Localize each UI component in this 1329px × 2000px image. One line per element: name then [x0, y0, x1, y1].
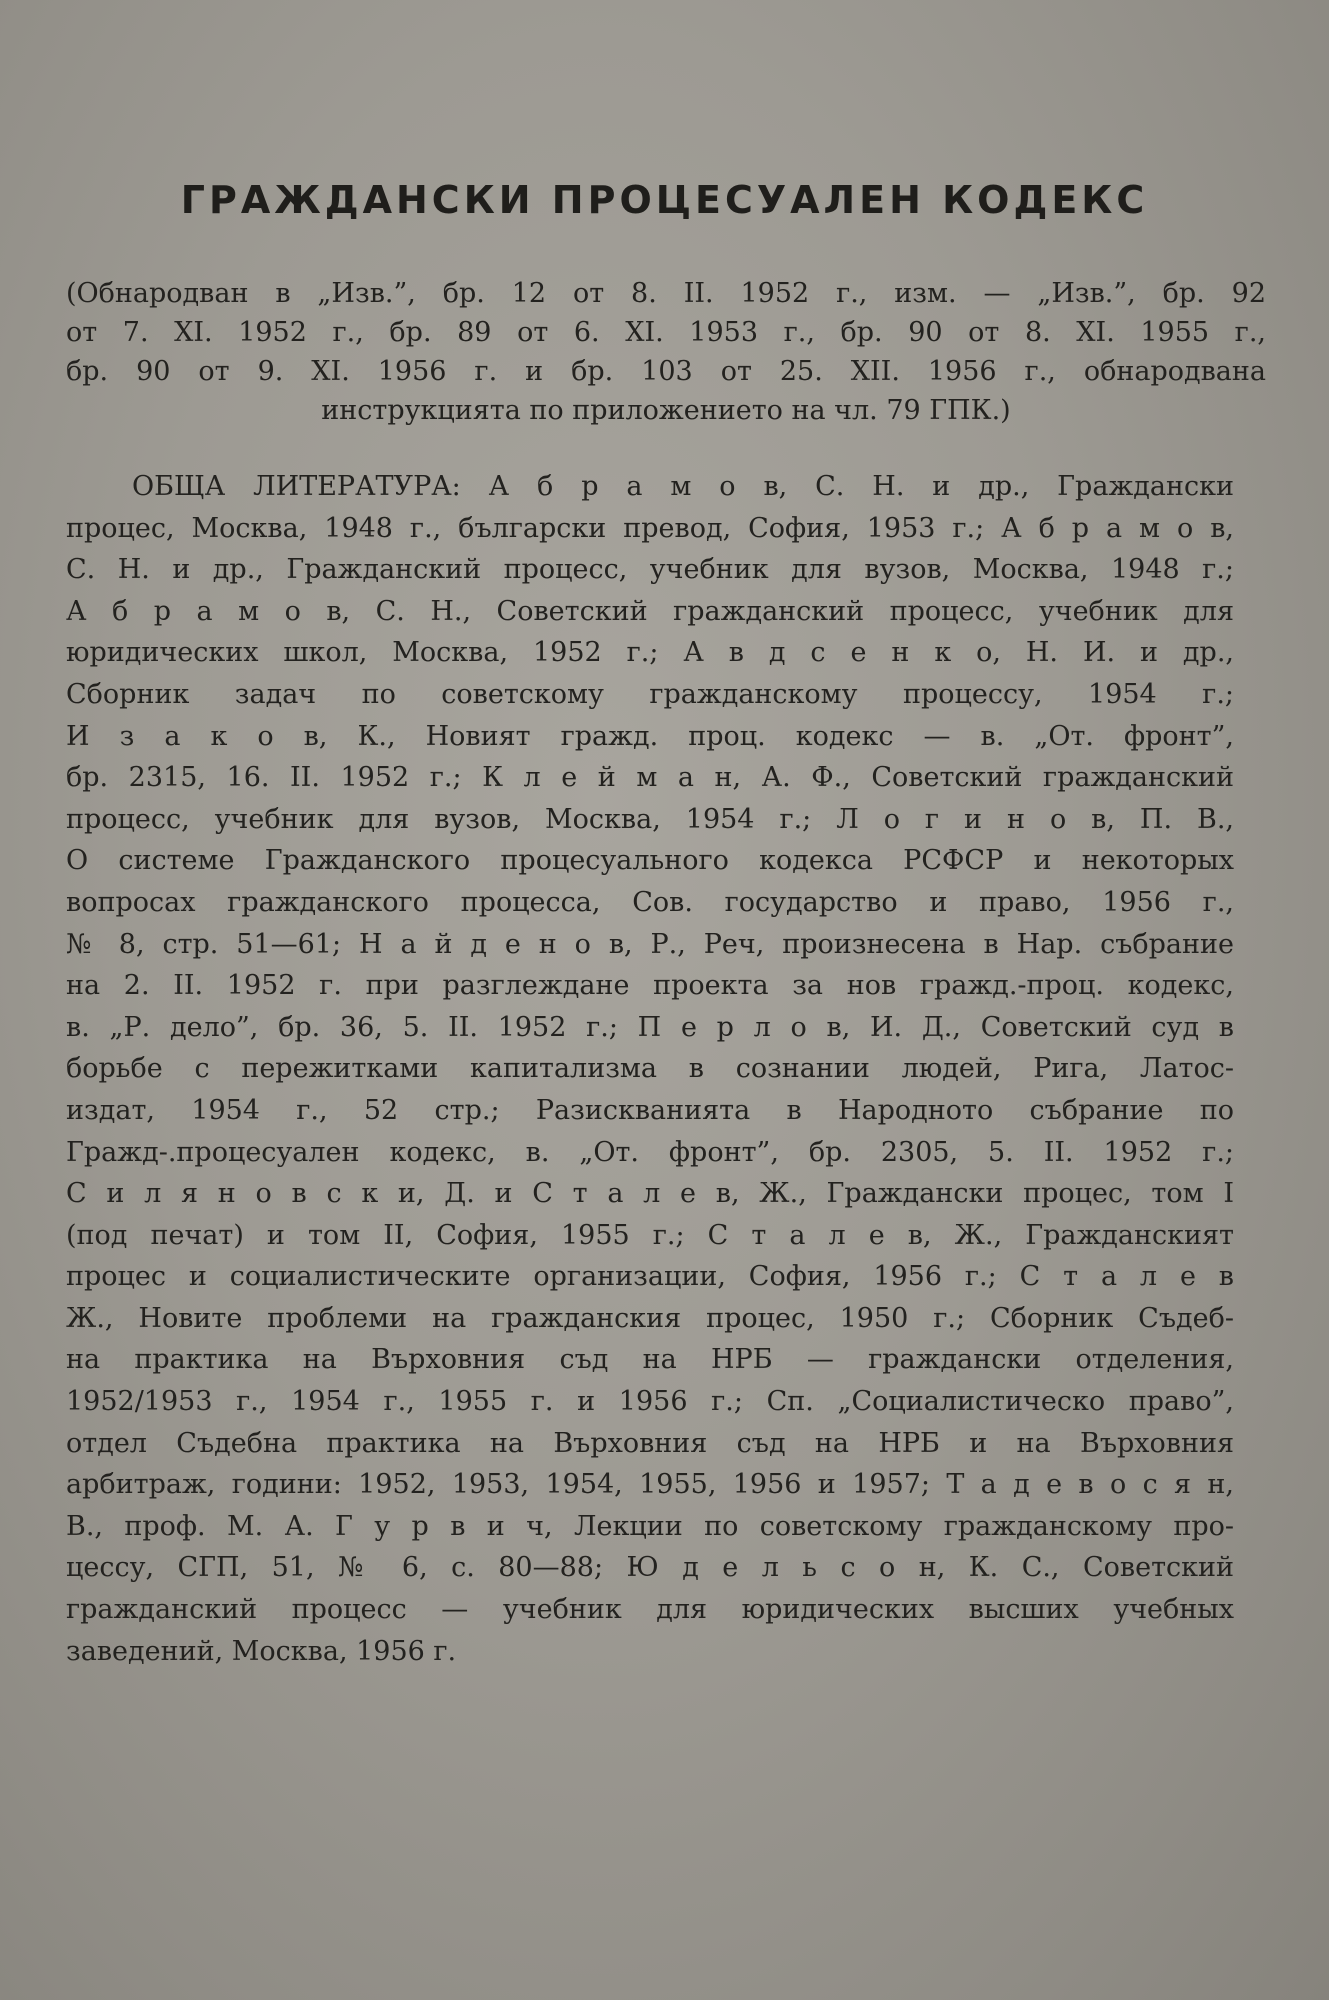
literature-line: отдел Съдебна практика на Върховния съд на НРБ и на Върховния [66, 1427, 1234, 1459]
publication-note [66, 274, 1266, 430]
literature-line: бр. 2315, 16. II. 1952 г.; К л е й м а н, А. Ф., Советский гражданский [66, 762, 1234, 794]
literature-line: И з а к о в, К., Новият гражд. проц. кодекс — в. „От. фронт”, [66, 720, 1234, 752]
literature-line: процесс, учебник для вузов, Москва, 1954 г.; Л о г и н о в, П. В., [66, 803, 1234, 835]
literature-line: Гражд-.процесуален кодекс, в. „От. фронт”, бр. 2305, 5. II. 1952 г.; [66, 1136, 1234, 1168]
literature-line: процес, Москва, 1948 г., български превод, София, 1953 г.; А б р а м о в, [66, 512, 1234, 544]
literature-line: № 8, стр. 51—61; Н а й д е н о в, Р., Реч, произнесена в Нар. събрание [66, 928, 1234, 960]
literature-line: на практика на Върховния съд на НРБ — граждански отделения, [66, 1344, 1234, 1376]
literature-line: ОБЩА ЛИТЕРАТУРА: А б р а м о в, С. Н. и др., Граждански [132, 471, 1234, 502]
literature-line: издат, 1954 г., 52 стр.; Разискванията в Народното събрание по [66, 1094, 1234, 1126]
publication-line: (Обнародван в „Изв.”, бр. 12 от 8. II. 1952 г., изм. — „Изв.”, бр. 92 [66, 278, 1266, 309]
literature-line: заведений, Москва, 1956 г. [66, 1635, 457, 1667]
literature-line: цессу, СГП, 51, № 6, с. 80—88; Ю д е л ь с о н, К. С., Советский [66, 1552, 1234, 1584]
general-literature [66, 466, 1234, 1672]
literature-line: вопросах гражданского процесса, Сов. государство и право, 1956 г., [66, 886, 1234, 918]
literature-line: процес и социалистическите организации, София, 1956 г.; С т а л е в [66, 1261, 1234, 1293]
publication-line: бр. 90 от 9. XI. 1956 г. и бр. 103 от 25. XII. 1956 г., обнародвана [66, 356, 1266, 387]
publication-line: от 7. XI. 1952 г., бр. 89 от 6. XI. 1953 г., бр. 90 от 8. XI. 1955 г., [66, 317, 1266, 348]
literature-line: на 2. II. 1952 г. при разглеждане проекта за нов гражд.-проц. кодекс, [66, 970, 1234, 1002]
literature-line: Ж., Новите проблеми на гражданския процес, 1950 г.; Сборник Съдеб- [66, 1302, 1234, 1334]
literature-line: С и л я н о в с к и, Д. и С т а л е в, Ж., Граждански процес, том I [66, 1178, 1234, 1210]
literature-line: в. „Р. дело”, бр. 36, 5. II. 1952 г.; П е р л о в, И. Д., Советский суд в [66, 1011, 1234, 1043]
literature-line: борьбе с пережитками капитализма в сознании людей, Рига, Латос- [66, 1053, 1234, 1085]
document-title: ГРАЖДАНСКИ ПРОЦЕСУАЛЕН КОДЕКС [180, 178, 1149, 222]
literature-line: О системе Гражданского процесуального кодекса РСФСР и некоторых [66, 845, 1234, 877]
literature-line: (под печат) и том II, София, 1955 г.; С т а л е в, Ж., Гражданският [66, 1219, 1234, 1251]
literature-line: В., проф. М. А. Г у р в и ч, Лекции по советскому гражданскому про- [66, 1510, 1234, 1542]
publication-line: инструкцията по приложението на чл. 79 ГПК.) [321, 395, 1011, 426]
literature-line: юридических школ, Москва, 1952 г.; А в д с е н к о, Н. И. и др., [66, 637, 1234, 669]
literature-line: арбитраж, години: 1952, 1953, 1954, 1955, 1956 и 1957; Т а д е в о с я н, [66, 1469, 1234, 1501]
literature-line: гражданский процесс — учебник для юридических высших учебных [66, 1594, 1234, 1626]
literature-line: 1952/1953 г., 1954 г., 1955 г. и 1956 г.; Сп. „Социалистическо право”, [66, 1386, 1234, 1418]
literature-line: А б р а м о в, С. Н., Советский гражданский процесс, учебник для [66, 595, 1234, 627]
literature-line: Сборник задач по советскому гражданскому процессу, 1954 г.; [66, 678, 1234, 710]
literature-line: С. Н. и др., Гражданский процесс, учебник для вузов, Москва, 1948 г.; [66, 554, 1234, 586]
